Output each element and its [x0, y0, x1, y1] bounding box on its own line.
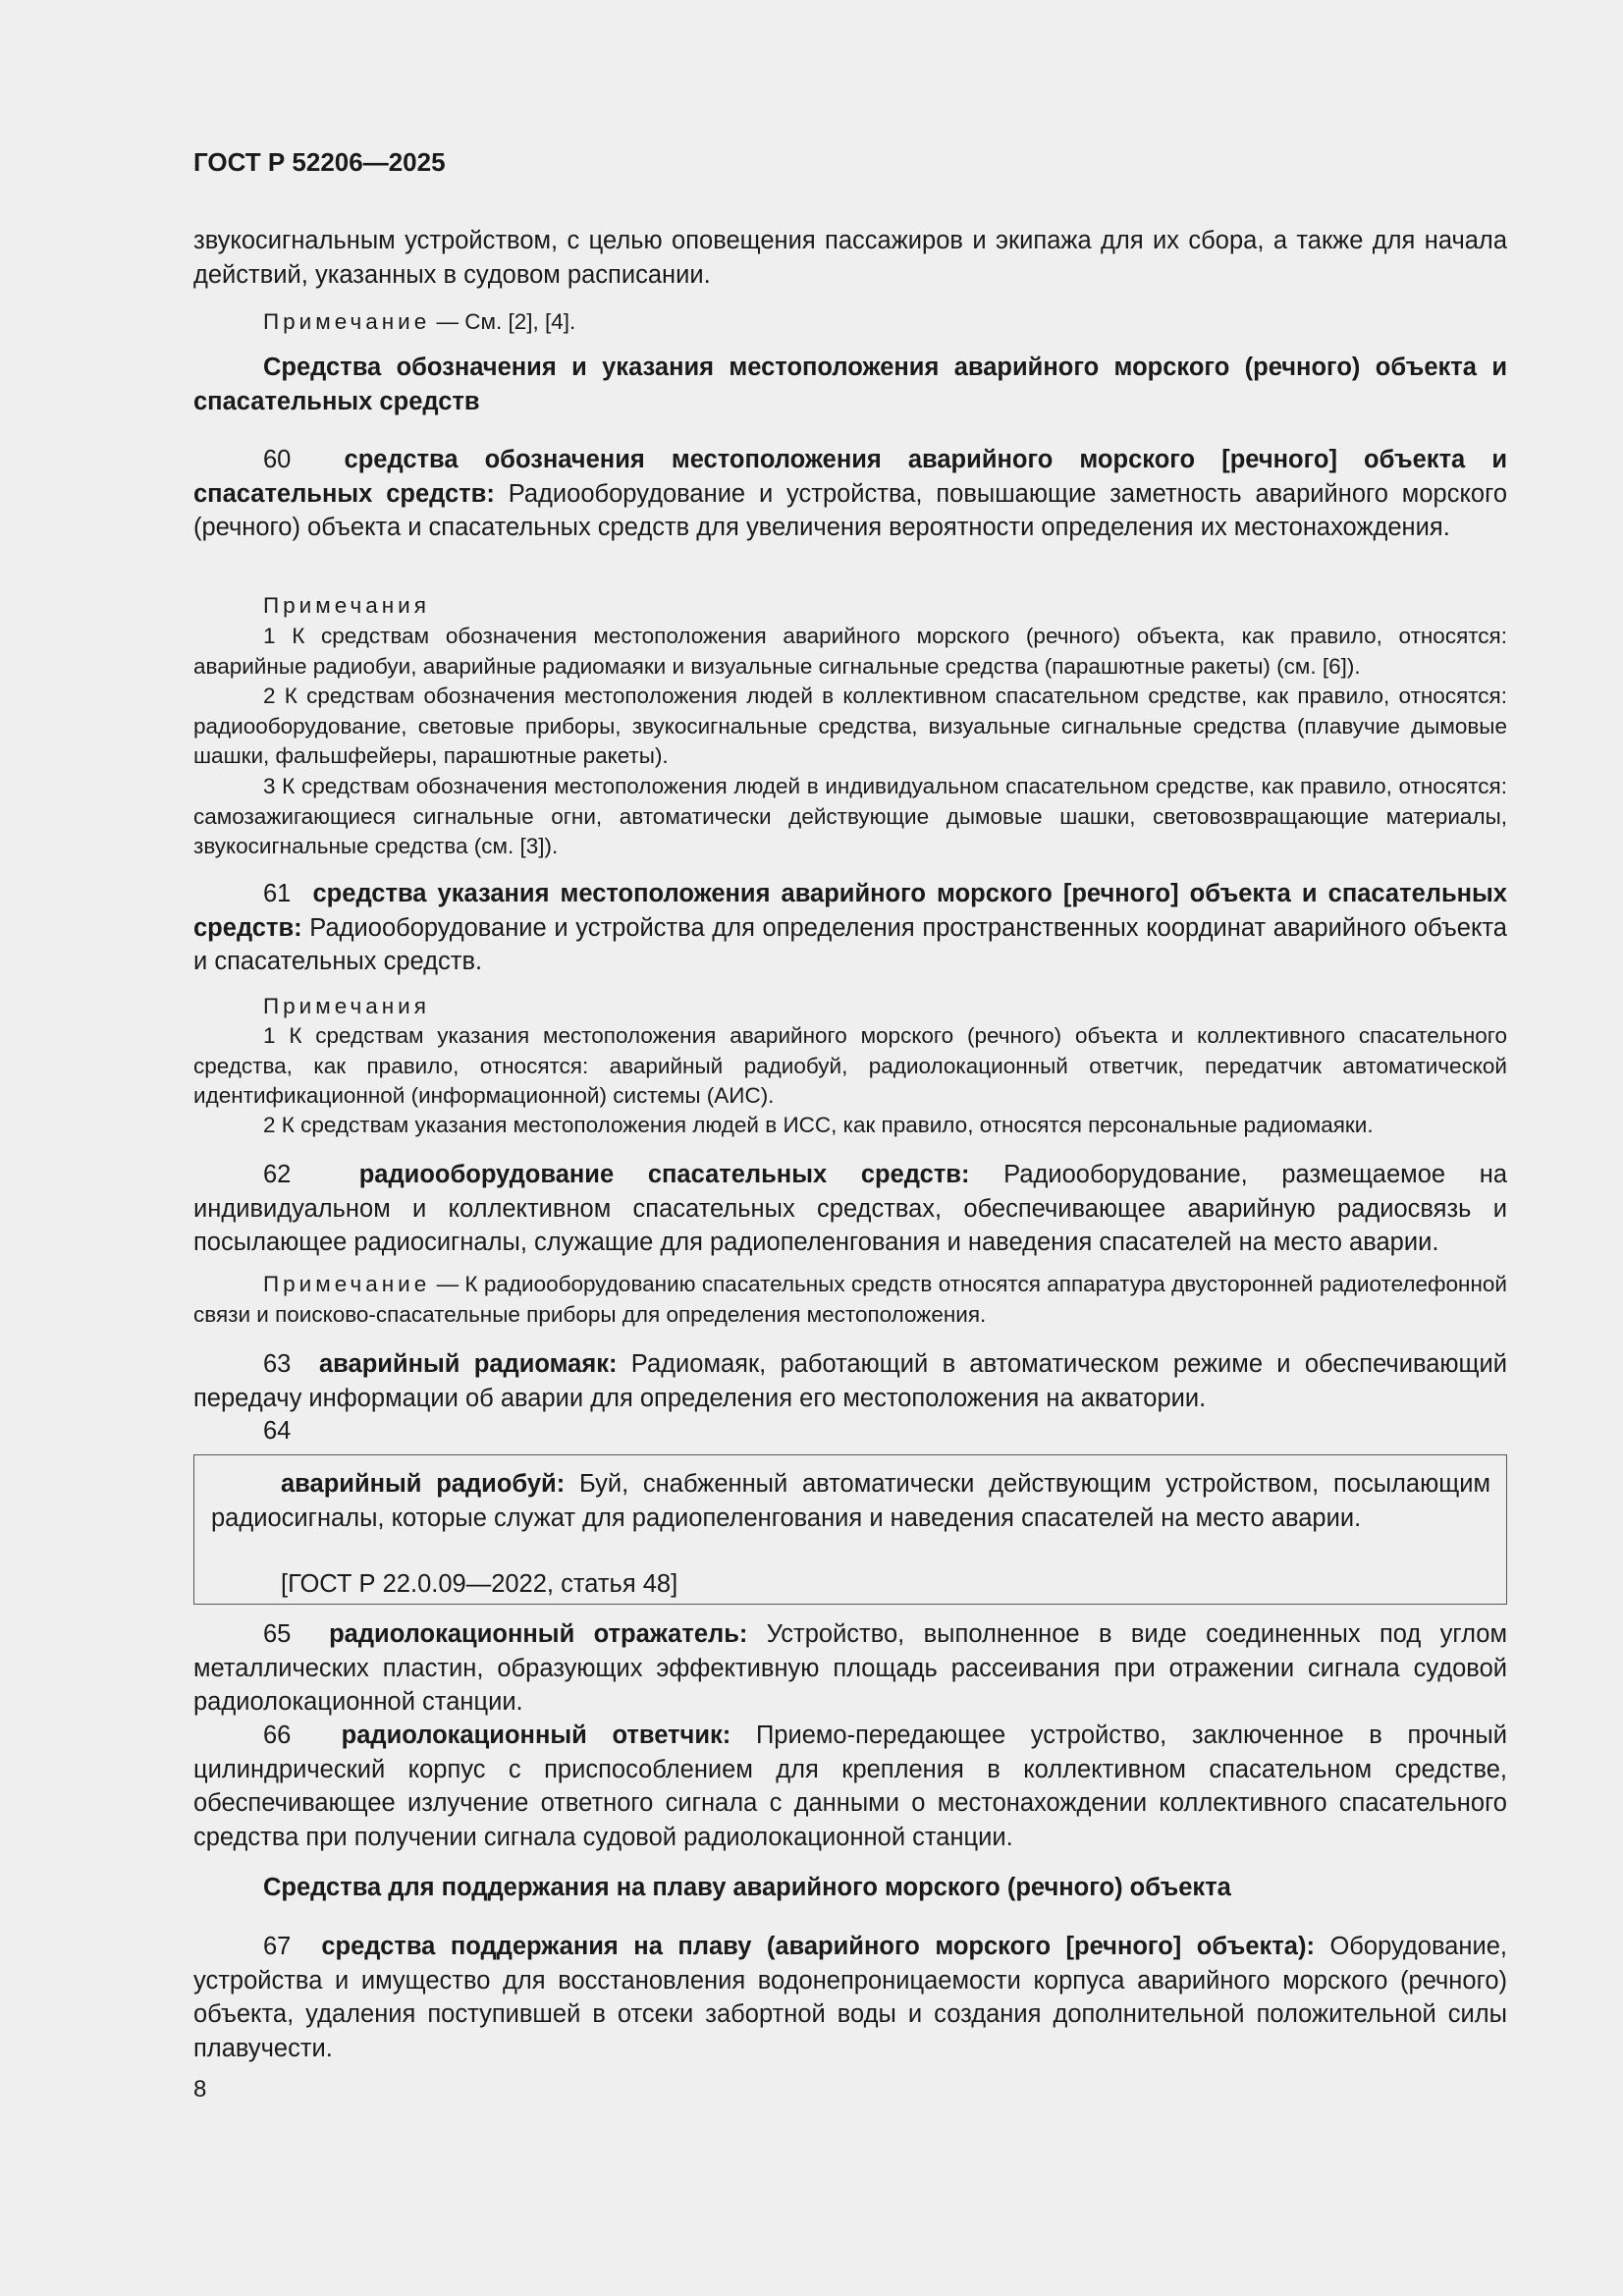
- term-definition: Радиооборудование и устройства, повышающие заметность аварийного морского (речного) объекта и спасательных средств для увеличения вероятности определения их местонахождения.: [193, 479, 1508, 541]
- notes-label: Примечания: [263, 593, 430, 618]
- term-name: радиолокационный ответчик:: [341, 1722, 731, 1749]
- term-name: радиолокационный отражатель:: [329, 1620, 748, 1648]
- term-name: средства поддержания на плаву (аварийного морского [речного] объекта):: [321, 1933, 1315, 1960]
- notes-label: Примечания: [263, 994, 430, 1018]
- term-entry-63: [193, 1347, 1507, 1415]
- term-entry-62: [193, 1158, 1507, 1260]
- note-item: 2 К средствам указания местоположения людей в ИСС, как правило, относятся персональные радиомаяки.: [263, 1113, 1374, 1137]
- term-definition: Буй, снабженный автоматически действующим устройством, посылающим радиосигналы, которые служат для радиопеленгования и наведения спасателей на место аварии.: [211, 1470, 1490, 1532]
- term-number: 61: [263, 880, 292, 907]
- term-number: 62: [263, 1161, 292, 1188]
- document-header: ГОСТ Р 52206—2025: [193, 147, 446, 177]
- term-name: радиооборудование спасательных средств:: [358, 1161, 970, 1188]
- term-number: 67: [263, 1933, 292, 1960]
- term-entry-64: [211, 1467, 1490, 1535]
- term-number: 65: [263, 1620, 292, 1648]
- term-definition: Радиооборудование, размещаемое на индивидуальном и коллективном спасательных средствах, обеспечивающее аварийную радиосвязь и посылающее радиосигналы, служащие для радиопеленгования и наведения спасателей на место аварии.: [193, 1161, 1507, 1256]
- note-text: — См. [2], [4].: [430, 309, 576, 334]
- note-item: 2 К средствам обозначения местоположения людей в коллективном спасательном средстве, как правило, относятся: радиооборудование, световые приборы, звукосигнальные средства, визуальные сигнальные средства (плавучие дымовые шашки, фальшфейеры, парашютные ракеты).: [193, 683, 1507, 768]
- note-item: 3 К средствам обозначения местоположения людей в индивидуальном спасательном средстве, как правило, относятся: самозажигающиеся сигнальные огни, автоматически действующие дымовые шашки, световозвращающие материалы, звукосигнальные средства (см. [3]).: [193, 774, 1507, 858]
- term-entry-65: [193, 1617, 1507, 1720]
- paragraph-continuation: звукосигнальным устройством, с целью оповещения пассажиров и экипажа для их сбора, а также для начала действий, указанных в судовом расписании.: [193, 227, 1507, 289]
- term-entry-67: [193, 1930, 1507, 2065]
- term-name: аварийный радиомаяк:: [318, 1350, 618, 1378]
- term-definition: Оборудование, устройства и имущество для восстановления водонепроницаемости корпуса аварийного морского (речного) объекта, удаления поступившей в отсеки забортной воды и создания дополнительной положительной силы плавучести.: [193, 1933, 1507, 2062]
- term-definition: Устройство, выполненное в виде соединенных под углом металлических пластин, образующих эффективную площадь рассеивания при отражении сигнала судовой радиолокационной станции.: [193, 1620, 1507, 1716]
- note-item: 1 К средствам указания местоположения аварийного морского (речного) объекта и коллективного спасательного средства, как правило, относятся: аварийный радиобуй, радиолокационный ответчик, передатчик автоматической идентификационной (информационной) системы (АИС).: [193, 1023, 1507, 1108]
- term-number: 60: [263, 446, 292, 473]
- term-definition: Радиомаяк, работающий в автоматическом режиме и обеспечивающий передачу информации об аварии для определения его местоположения на акватории.: [193, 1350, 1507, 1412]
- term-number-64: 64: [263, 1417, 292, 1445]
- term-definition: Приемо-передающее устройство, заключенное в прочный цилиндрический корпус с приспособлением для крепления в коллективном спасательном средстве, обеспечивающее излучение ответного сигнала с данными о местонахождении коллективного спасательного средства при получении сигнала судовой радиолокационной станции.: [193, 1722, 1508, 1851]
- term-entry-61: [193, 877, 1507, 979]
- section-heading: Средства для поддержания на плаву аварийного морского (речного) объекта: [263, 1874, 1231, 1901]
- term-entry-66: [193, 1719, 1507, 1854]
- term-name: средства указания местоположения аварийного морского [речного] объекта и спасательных средств:: [193, 880, 1507, 942]
- term-definition: Радиооборудование и устройства для определения пространственных координат аварийного объекта и спасательных средств.: [193, 913, 1507, 975]
- note: [193, 307, 1507, 338]
- term-number: 63: [263, 1350, 292, 1378]
- note-label: Примечание: [263, 309, 431, 334]
- note: [193, 1270, 1507, 1330]
- term-source: [ГОСТ Р 22.0.09—2022, статья 48]: [281, 1570, 678, 1598]
- note-item: 1 К средствам обозначения местоположения аварийного морского (речного) объекта, как правило, относятся: аварийные радиобуи, аварийные радиомаяки и визуальные сигнальные средства (парашютные ракеты) (см. [6]).: [193, 624, 1507, 679]
- page-number: 8: [193, 2076, 207, 2103]
- note-label: Примечание: [263, 1272, 431, 1296]
- quoted-term-box: [193, 1454, 1507, 1605]
- term-name: аварийный радиобуй:: [281, 1470, 566, 1498]
- term-name: средства обозначения местоположения аварийного морского [речного] объекта и спасательных средств:: [193, 446, 1508, 508]
- term-entry-60: [193, 443, 1507, 545]
- section-heading: Средства обозначения и указания местоположения аварийного морского (речного) объекта и спасательных средств: [193, 354, 1507, 415]
- note-text: — К радиооборудованию спасательных средств относятся аппаратура двусторонней радиотелефонной связи и поисково-спасательные приборы для определения местоположения.: [193, 1272, 1507, 1327]
- term-number: 66: [263, 1722, 292, 1749]
